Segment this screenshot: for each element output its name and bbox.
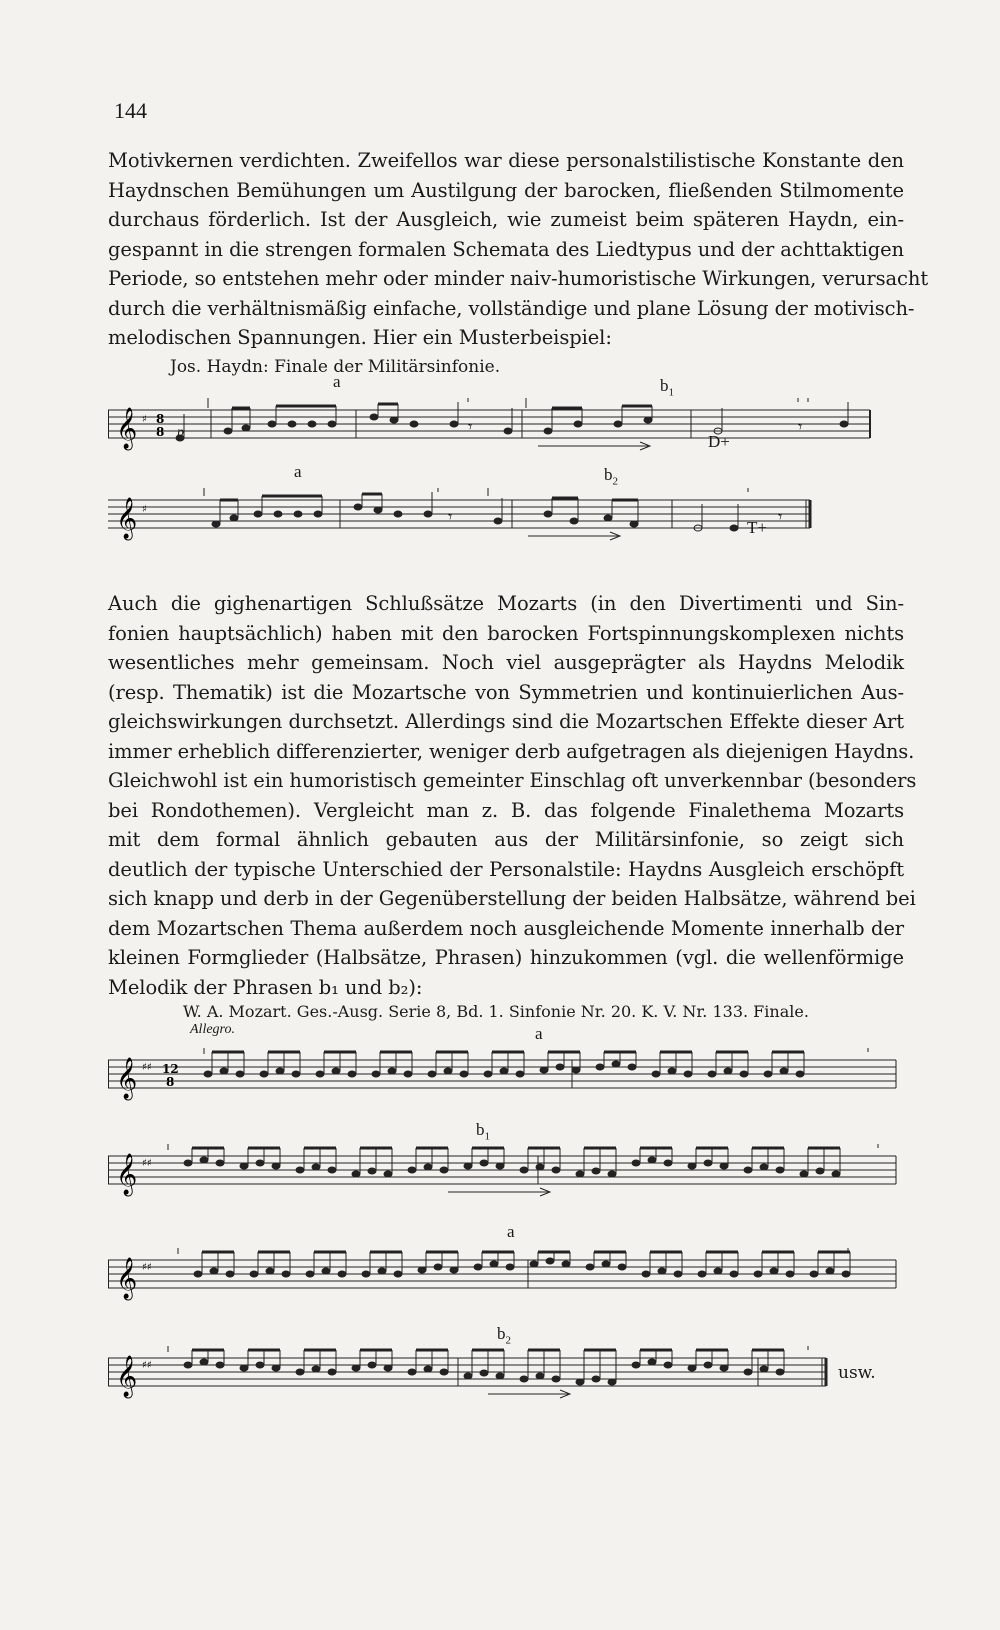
- svg-text:8: 8: [156, 412, 165, 426]
- text-line: mit dem formal ähnlich gebauten aus der Militärsinfonie, so zeigt sich: [108, 828, 904, 851]
- music-staff-mozart-3: [108, 1248, 908, 1308]
- text-line: Motivkernen verdichten. Zweifellos war diese personalstilistische Konstante den: [108, 149, 904, 172]
- svg-text:𝄾: 𝄾: [778, 507, 783, 526]
- text-line: gespannt in die strengen formalen Schemata des Liedtypus und der achttaktigen: [108, 237, 904, 261]
- svg-text:𝄾: 𝄾: [448, 507, 453, 526]
- svg-text:♯: ♯: [142, 504, 147, 515]
- music-staff-mozart-1: [108, 1048, 908, 1108]
- text-line: fonien hauptsächlich) haben mit den barocken Fortspinnungskomplexen nichts: [108, 621, 904, 645]
- text-line: bei Rondothemen). Vergleicht man z. B. das folgende Finalethema Mozarts: [108, 798, 904, 822]
- svg-text:𝄞: 𝄞: [116, 1154, 138, 1195]
- text-line: Melodik der Phrasen b₁ und b₂):: [108, 975, 423, 999]
- text-line: deutlich der typische Unterschied der Personalstile: Haydns Ausgleich erschöpft: [108, 857, 904, 881]
- svg-text:𝄾: 𝄾: [468, 417, 473, 436]
- svg-text:𝄞: 𝄞: [116, 408, 138, 449]
- svg-text:♯♯: ♯♯: [142, 1360, 152, 1371]
- music-staff-mozart-4: [108, 1346, 908, 1406]
- svg-text:𝄞: 𝄞: [116, 1258, 138, 1299]
- phrase-label-a: a: [333, 372, 341, 391]
- text-line: melodischen Spannungen. Hier ein Musterbeispiel:: [108, 326, 612, 349]
- paragraph-2: [108, 589, 917, 1002]
- svg-text:♯♯: ♯♯: [142, 1158, 152, 1169]
- continuation-mark: usw.: [838, 1363, 876, 1383]
- text-line: immer erheblich differenzierter, weniger derb aufgetragen als diejenigen Haydns.: [108, 739, 915, 763]
- svg-text:8: 8: [156, 425, 165, 439]
- tempo-marking: Allegro.: [190, 1022, 235, 1037]
- text-line: (resp. Thematik) ist die Mozartsche von Symmetrien und kontinuierlichen Aus-: [108, 680, 904, 704]
- text-line: Auch die gighenartigen Schlußsätze Mozarts (in den Divertimenti und Sin-: [108, 592, 904, 615]
- example-caption-mozart: W. A. Mozart. Ges.-Ausg. Serie 8, Bd. 1. Sinfonie Nr. 20. K. V. Nr. 133. Finale.: [183, 1002, 809, 1021]
- example-caption-haydn: Jos. Haydn: Finale der Militärsinfonie.: [170, 357, 501, 377]
- text-line: kleinen Formglieder (Halbsätze, Phrasen) hinzukommen (vgl. die wellenförmige: [108, 946, 904, 969]
- svg-text:𝄞: 𝄞: [116, 1058, 138, 1099]
- phrase-label-a-2: a: [294, 462, 302, 481]
- page-number: 144: [114, 98, 147, 123]
- phrase-label-b2-mozart: $b_2$: [497, 1324, 511, 1347]
- svg-text:12: 12: [162, 1062, 179, 1076]
- text-line: wesentliches mehr gemeinsam. Noch viel ausgeprägter als Haydns Melodik: [108, 651, 904, 674]
- music-staff-haydn-1: [108, 398, 908, 458]
- text-line: durch die verhältnismäßig einfache, vollständige und plane Lösung der motivisch-: [108, 296, 915, 320]
- svg-text:𝄾: 𝄾: [798, 417, 803, 436]
- text-line: Periode, so entstehen mehr oder minder naiv-humoristische Wirkungen, verursacht: [108, 267, 929, 290]
- phrase-label-a-mozart-2: a: [507, 1222, 515, 1241]
- music-staff-haydn-2: [108, 488, 908, 548]
- phrase-label-a-mozart: a: [535, 1024, 543, 1043]
- harmony-mark-d: D+: [708, 432, 730, 451]
- paragraph-1: [108, 146, 929, 353]
- svg-text:♯♯: ♯♯: [142, 1062, 152, 1073]
- svg-text:♯: ♯: [142, 414, 147, 425]
- svg-text:𝄞: 𝄞: [116, 498, 138, 539]
- phrase-label-b2: $b_2$: [604, 465, 618, 488]
- music-staff-mozart-2: [108, 1144, 908, 1204]
- svg-text:8: 8: [166, 1075, 175, 1089]
- text-line: Gleichwohl ist ein humoristisch gemeinter Einschlag oft unverkennbar (besonders: [108, 769, 917, 792]
- text-line: gleichswirkungen durchsetzt. Allerdings sind die Mozartschen Effekte dieser Art: [108, 710, 904, 733]
- svg-text:𝄞: 𝄞: [116, 1356, 138, 1397]
- phrase-label-b1-mozart: $b_1$: [476, 1120, 490, 1143]
- phrase-label-b1: $b_1$: [660, 376, 674, 399]
- harmony-mark-t: T+: [747, 518, 767, 537]
- svg-text:♯♯: ♯♯: [142, 1262, 152, 1273]
- dynamic-marking: p: [177, 425, 184, 440]
- text-line: durchaus förderlich. Ist der Ausgleich, wie zumeist beim späteren Haydn, ein-: [108, 208, 904, 231]
- text-line: dem Mozartschen Thema außerdem noch ausgleichende Momente innerhalb der: [108, 916, 904, 940]
- text-line: sich knapp und derb in der Gegenüberstellung der beiden Halbsätze, während bei: [108, 887, 916, 910]
- text-line: Haydnschen Bemühungen um Austilgung der barocken, fließenden Stilmomente: [108, 178, 904, 202]
